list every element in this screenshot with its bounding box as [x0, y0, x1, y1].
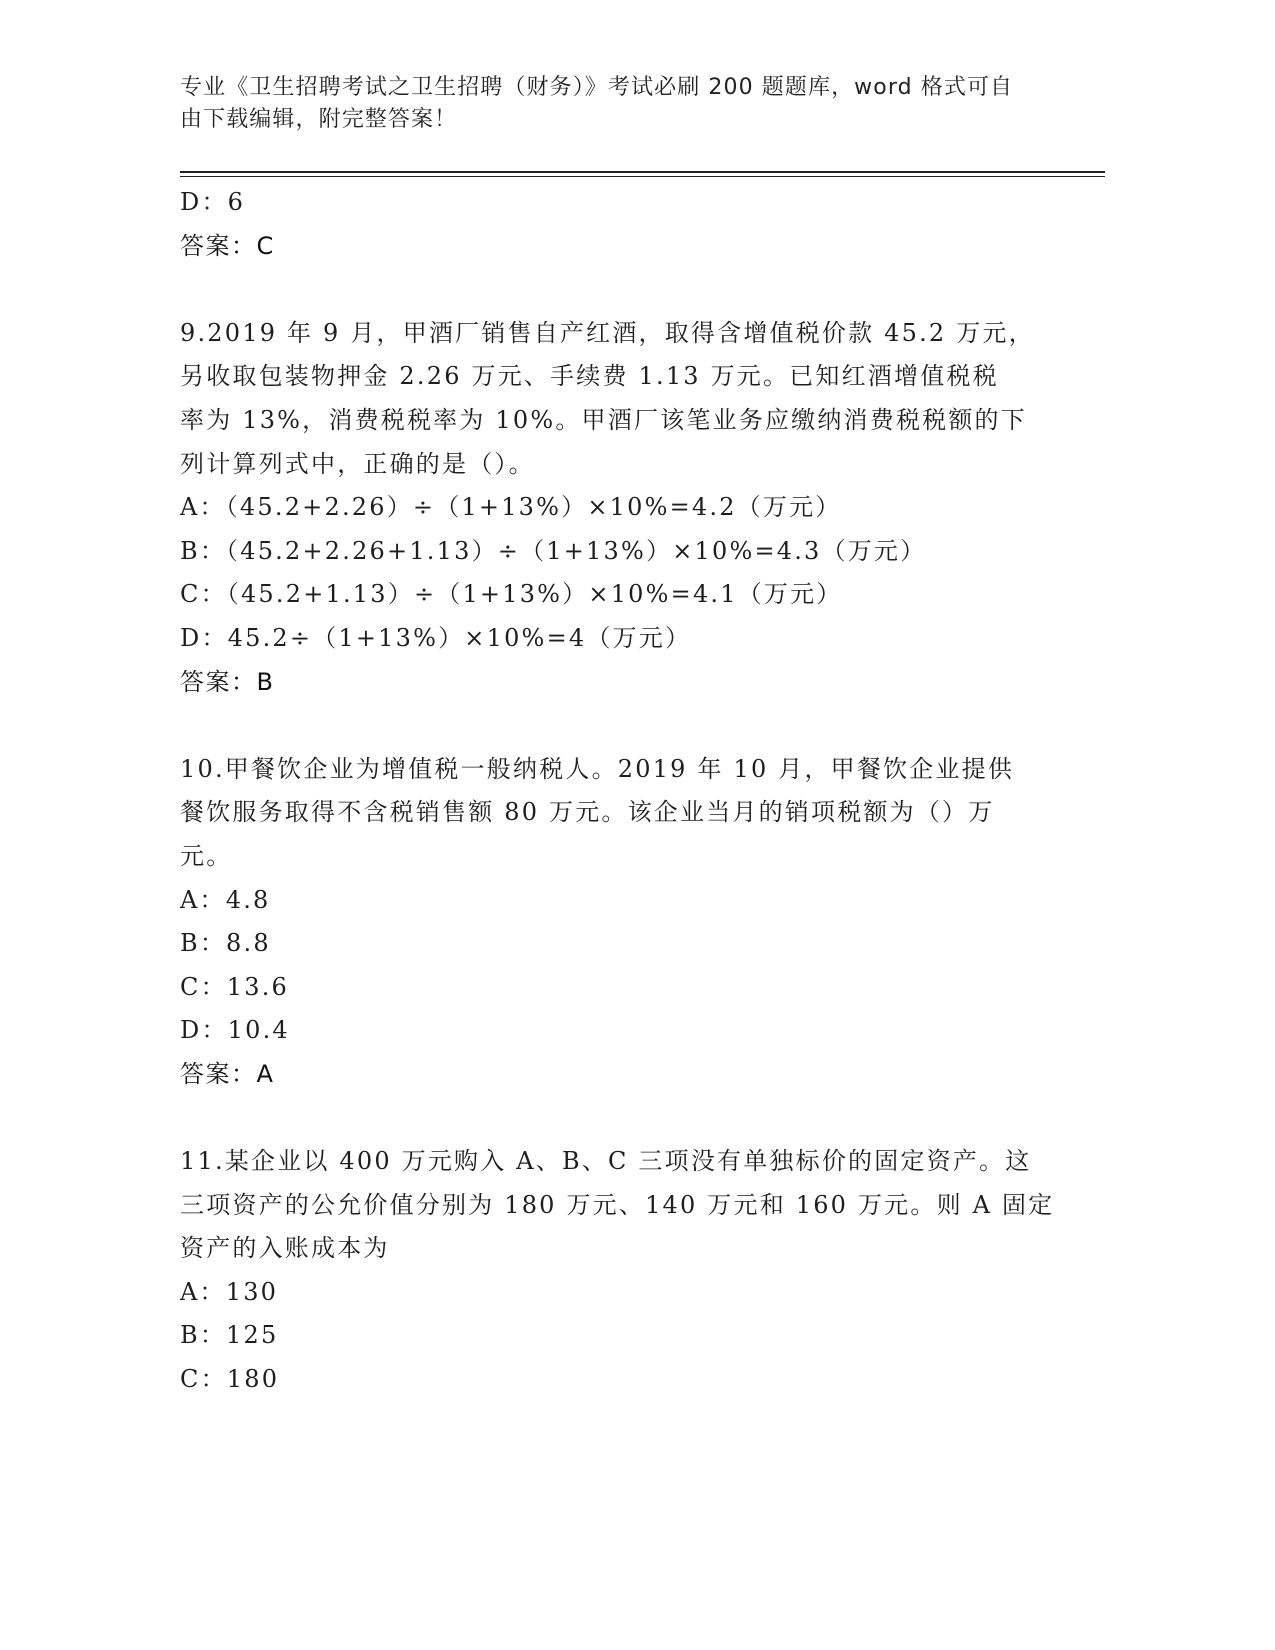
- option-c: C：180: [180, 1365, 280, 1394]
- option-b: B：（45.2+2.26+1.13）÷（1+13%）×10%=4.3（万元）: [180, 536, 927, 565]
- option-d: D：10.4: [180, 1016, 290, 1045]
- answer-line: 答案：B: [180, 667, 275, 696]
- option-c: C：（45.2+1.13）÷（1+13%）×10%=4.1（万元）: [180, 580, 843, 609]
- question-stem-line: 10.甲餐饮企业为增值税一般纳税人。2019 年 10 月，甲餐饮企业提供: [180, 754, 1015, 783]
- question-stem-line: 列计算列式中，正确的是（）。: [180, 449, 535, 478]
- option-a: A：（45.2+2.26）÷（1+13%）×10%=4.2（万元）: [180, 493, 842, 522]
- option-d: D：45.2÷（1+13%）×10%=4（万元）: [180, 623, 692, 652]
- question-continued: [180, 181, 1080, 268]
- option-b: B：8.8: [180, 929, 271, 958]
- question-stem-line: 率为 13%，消费税税率为 10%。甲酒厂该笔业务应缴纳消费税税额的下: [180, 405, 1027, 434]
- header-divider: [180, 171, 1105, 173]
- question-stem-line: 11.某企业以 400 万元购入 A、B、C 三项没有单独标价的固定资产。这: [180, 1147, 1032, 1176]
- header-divider-thin: [180, 176, 1105, 177]
- question-stem-line: 另收取包装物押金 2.26 万元、手续费 1.13 万元。已知红酒增值税税: [180, 362, 999, 391]
- question-stem-line: 餐饮服务取得不含税销售额 80 万元。该企业当月的销项税额为（）万: [180, 798, 995, 827]
- question-11: [180, 1140, 1080, 1402]
- option-a: A：130: [180, 1277, 279, 1306]
- blank-line: [180, 1096, 1080, 1140]
- question-stem-line: 9.2019 年 9 月，甲酒厂销售自产红酒，取得含增值税价款 45.2 万元，: [180, 318, 1035, 347]
- header-line: 专业《卫生招聘考试之卫生招聘（财务）》考试必刷 200 题题库，word 格式可自: [180, 75, 1014, 100]
- question-stem-line: 元。: [180, 841, 233, 870]
- question-9: [180, 312, 1080, 704]
- answer-line: 答案：C: [180, 231, 275, 260]
- document-body: [180, 181, 1080, 1402]
- question-stem-line: 三项资产的公允价值分别为 180 万元、140 万元和 160 万元。则 A 固定: [180, 1190, 1055, 1219]
- option-a: A：4.8: [180, 885, 271, 914]
- blank-line: [180, 268, 1080, 312]
- question-10: [180, 748, 1080, 1097]
- document-header: [180, 72, 1013, 136]
- answer-line: 答案：A: [180, 1059, 275, 1088]
- blank-line: [180, 704, 1080, 748]
- option-d: D：6: [180, 188, 246, 216]
- option-c: C：13.6: [180, 972, 290, 1001]
- option-b: B：125: [180, 1321, 279, 1350]
- question-stem-line: 资产的入账成本为: [180, 1234, 390, 1263]
- header-line: 由下载编辑，附完整答案！: [180, 107, 458, 132]
